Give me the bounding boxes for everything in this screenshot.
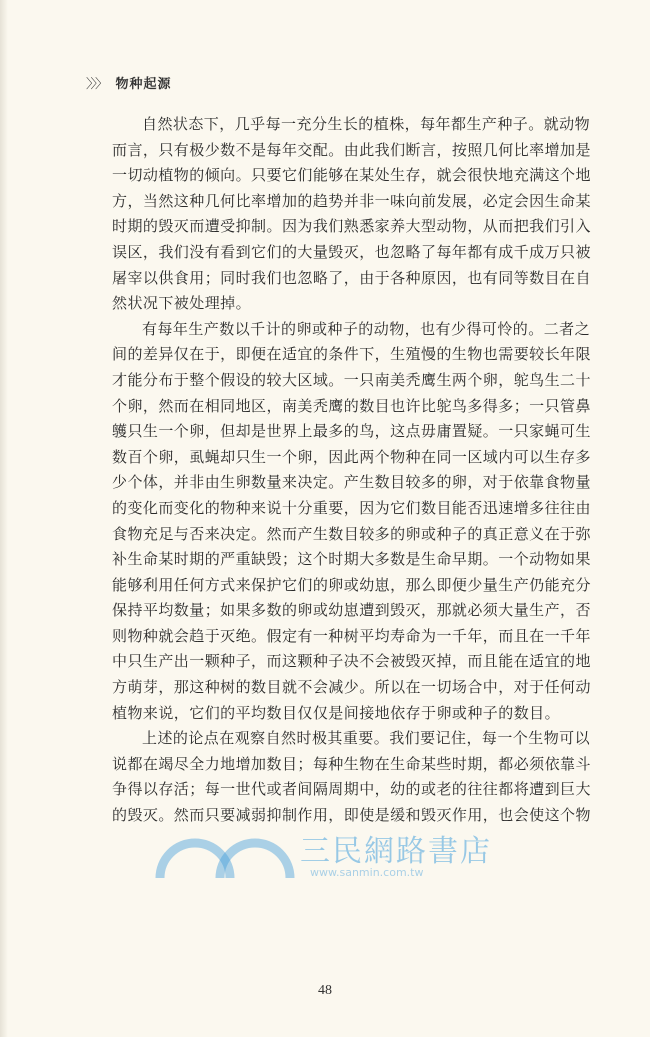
text-line: 的毁灭。然而只要减弱抑制作用，即使是缓和毁灭作用，也会使这个物 bbox=[112, 806, 591, 825]
text-line: 方萌芽，那这种树的数目就不会减少。所以在一切场合中，对于任何动 bbox=[112, 678, 591, 697]
text-line: 误区，我们没有看到它们的大量毁灭，也忽略了每年都有成千成万只被 bbox=[112, 242, 591, 261]
watermark-url: www.sanmin.com.tw bbox=[310, 866, 424, 879]
running-header bbox=[86, 73, 172, 92]
text-line: 中只生产出一颗种子，而这颗种子决不会被毁灭掉，而且能在适宜的地 bbox=[112, 652, 591, 671]
text-line: 说都在竭尽全力地增加数目；每种生物在生命某些时期，都必须依靠斗 bbox=[112, 754, 591, 773]
watermark bbox=[150, 826, 530, 886]
chevron-icon: 〉〉〉 bbox=[86, 77, 107, 92]
text-line: 补生命某时期的严重缺毁；这个时期大多数是生命早期。一个动物如果 bbox=[112, 550, 591, 569]
text-line: 保持平均数量；如果多数的卵或幼崽遭到毁灭，那就必须大量生产，否 bbox=[112, 601, 591, 620]
text-line: 的变化而变化的物种来说十分重要，因为它们数目能否迅速增多往往由 bbox=[112, 498, 591, 517]
page-edge-shadow bbox=[0, 0, 8, 1037]
text-line: 能够利用任何方式来保护它们的卵或幼崽，那么即便少量生产仍能充分 bbox=[112, 575, 591, 594]
paragraph-3 bbox=[112, 726, 592, 828]
text-line: 少个体，并非由生卵数量来决定。产生数目较多的卵，对于依靠食物量 bbox=[112, 473, 591, 492]
text-line: 植物来说，它们的平均数目仅仅是间接地依存于卵或种子的数目。 bbox=[112, 703, 561, 722]
text-line: 上述的论点在观察自然时极其重要。我们要记住，每一个生物可以 bbox=[142, 729, 591, 748]
text-line: 间的差异仅在于，即便在适宜的条件下，生殖慢的生物也需要较长年限 bbox=[112, 345, 591, 364]
text-line: 则物种就会趋于灭绝。假定有一种树平均寿命为一千年，而且在一千年 bbox=[112, 626, 591, 645]
text-line: 屠宰以供食用；同时我们也忽略了，由于各种原因，也有同等数目在自 bbox=[112, 268, 591, 287]
text-line: 有每年生产数以千计的卵或种子的动物，也有少得可怜的。二者之 bbox=[142, 319, 591, 338]
text-line: 自然状态下，几乎每一充分生长的植株，每年都生产种子。就动物 bbox=[142, 115, 591, 133]
book-title: 物种起源 bbox=[115, 77, 172, 92]
text-line: 鹱只生一个卵，但却是世界上最多的鸟，这点毋庸置疑。一只家蝇可生 bbox=[112, 422, 591, 441]
text-line: 才能分布于整个假设的较大区域。一只南美秃鹰生两个卵，鸵鸟生二十 bbox=[112, 370, 591, 389]
text-line: 而言，只有极少数不是每年交配。由此我们断言，按照几何比率增加是 bbox=[112, 140, 591, 159]
watermark-text: 三民網路書店 bbox=[300, 834, 492, 869]
text-line: 数百个卵，虱蝇却只生一个卵，因此两个物种在同一区域内可以生存多 bbox=[112, 447, 591, 466]
text-line: 争得以存活；每一世代或者间隔周期中，幼的或老的往往都将遭到巨大 bbox=[112, 780, 591, 799]
text-line: 一切动植物的倾向。只要它们能够在某处生存，就会很快地充满这个地 bbox=[112, 166, 591, 185]
text-line: 时期的毁灭而遭受抑制。因为我们熟悉家养大型动物，从而把我们引入 bbox=[112, 217, 591, 236]
text-line: 个卵，然而在相同地区，南美秃鹰的数目也许比鸵鸟多得多；一只管鼻 bbox=[112, 396, 591, 415]
text-line: 方，当然这种几何比率增加的趋势并非一味向前发展，必定会因生命某 bbox=[112, 191, 591, 210]
paragraph-2 bbox=[112, 317, 592, 727]
text-line: 食物充足与否来决定。然而产生数目较多的卵或种子的真正意义在于弥 bbox=[112, 524, 591, 543]
text-line: 然状况下被处理掉。 bbox=[112, 294, 252, 313]
body-text bbox=[112, 112, 592, 829]
page-number: 48 bbox=[318, 983, 332, 998]
paragraph-1 bbox=[112, 112, 592, 317]
